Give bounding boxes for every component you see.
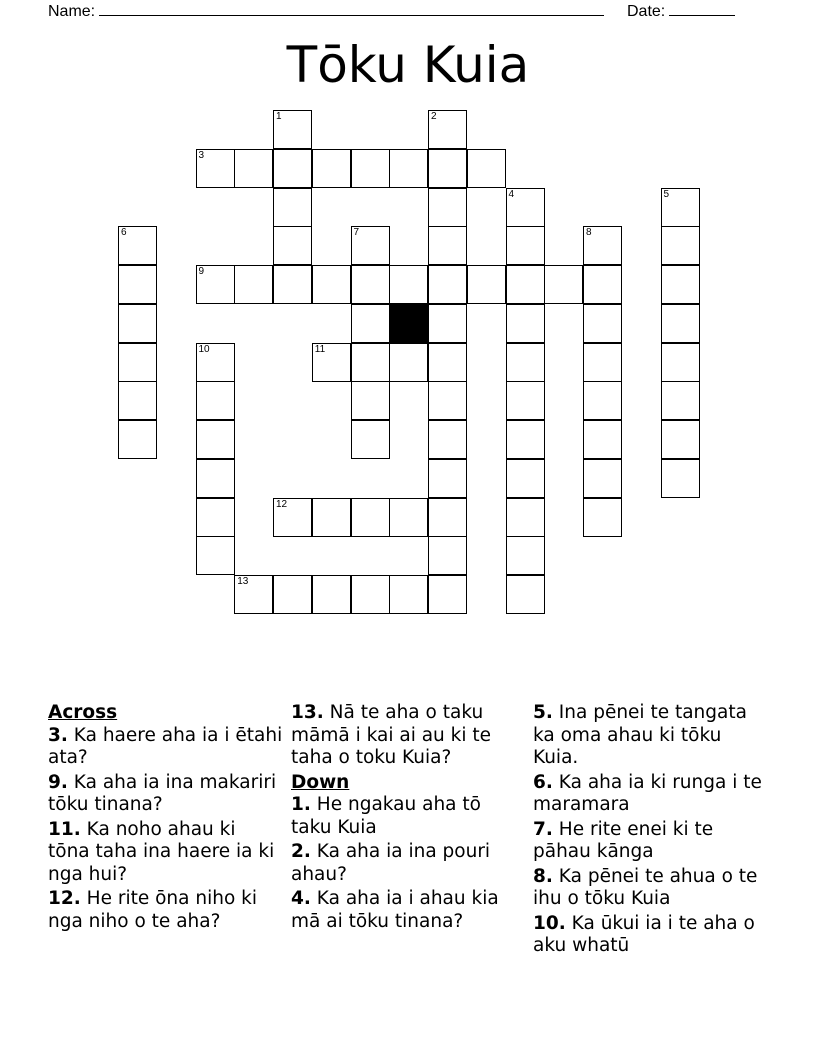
down-clue: 5. Ina pēnei te tangata ka oma ahau ki tōku Kuia. [533,702,747,768]
answer-square[interactable] [273,149,312,188]
answer-square[interactable] [506,304,545,343]
answer-square[interactable] [428,304,467,343]
answer-square[interactable] [351,498,390,537]
answer-square[interactable] [661,226,700,265]
answer-square[interactable] [273,110,312,149]
answer-square[interactable] [196,149,235,188]
clue-number: 9 [198,266,205,277]
answer-square[interactable] [196,343,235,382]
across-clue: 3. Ka haere aha ia i ētahi ata? [48,724,283,768]
answer-square[interactable] [389,498,428,537]
answer-square[interactable] [506,420,545,459]
answer-square[interactable] [118,265,157,304]
clue-number: 11 [314,343,326,355]
answer-square[interactable] [661,343,700,382]
answer-square[interactable] [544,265,583,304]
answer-square[interactable] [118,420,157,459]
down-clue: 10. Ka ūkui ia i te aha o aku whatū [533,912,755,956]
date-field [627,0,735,21]
answer-square[interactable] [389,575,428,614]
answer-square[interactable] [467,265,506,304]
answer-square[interactable] [428,265,467,304]
down-clue: 2. Ka aha ia ina pouri ahau? [291,841,491,885]
answer-square[interactable] [661,381,700,420]
answer-square[interactable] [312,149,351,188]
shaded-square [389,304,428,343]
answer-square[interactable] [467,149,506,188]
answer-square[interactable] [312,343,351,382]
answer-square[interactable] [583,459,622,498]
answer-square[interactable] [583,304,622,343]
puzzle-title: Tōku Kuia [286,36,530,94]
clue-number: 5 [663,188,670,200]
answer-square[interactable] [273,265,312,304]
answer-square[interactable] [389,343,428,382]
down-clue: 8. Ka pēnei te ahua o te ihu o tōku Kuia [533,865,758,909]
clue-number: 10 [198,343,210,355]
answer-square[interactable] [661,304,700,343]
answer-square[interactable] [428,498,467,537]
clue-number: 13 [237,576,249,587]
answer-square[interactable] [351,304,390,343]
answer-square[interactable] [273,188,312,227]
across-clue: 12. He rite ōna niho ki nga niho o te aha? [48,888,258,932]
answer-square[interactable] [428,459,467,498]
answer-square[interactable] [428,226,467,265]
answer-square[interactable] [196,459,235,498]
answer-square[interactable] [234,575,273,614]
answer-square[interactable] [661,188,700,227]
answer-square[interactable] [506,498,545,537]
answer-square[interactable] [351,381,390,420]
answer-square[interactable] [428,110,467,149]
answer-square[interactable] [506,188,545,227]
clue-number: 4 [508,188,515,200]
answer-square[interactable] [661,459,700,498]
answer-square[interactable] [273,226,312,265]
answer-square[interactable] [389,149,428,188]
name-label: Name: [48,3,96,20]
answer-square[interactable] [428,575,467,614]
answer-square[interactable] [506,381,545,420]
clue-number: 8 [586,227,592,239]
across-clue: 11. Ka noho ahau ki tōna taha ina haere ia ki nga hui? [48,818,275,885]
answer-square[interactable] [273,498,312,537]
answer-square[interactable] [312,265,351,304]
answer-square[interactable] [428,381,467,420]
down-clue: 6. Ka aha ia ki runga i te maramara [533,771,762,815]
answer-square[interactable] [506,226,545,265]
answer-square[interactable] [273,575,312,614]
answer-square[interactable] [196,265,235,304]
answer-square[interactable] [428,420,467,459]
down-clue: 1. He ngakau aha tō taku Kuia [291,794,481,838]
across-heading: Across [48,702,118,723]
answer-square[interactable] [196,498,235,537]
answer-square[interactable] [583,265,622,304]
answer-square[interactable] [351,265,390,304]
answer-square[interactable] [196,381,235,420]
date-blank-line[interactable] [669,0,735,16]
down-clue: 7. He rite enei ki te pāhau kānga [533,818,714,862]
name-field [48,0,604,21]
answer-square[interactable] [312,575,351,614]
across-clue: 9. Ka aha ia ina makariri tōku tinana? [48,771,277,815]
clue-number: 1 [276,111,282,122]
answer-square[interactable] [118,226,157,265]
answer-square[interactable] [506,343,545,382]
answer-square[interactable] [428,149,467,188]
answer-square[interactable] [506,536,545,575]
answer-square[interactable] [583,343,622,382]
answer-square[interactable] [118,343,157,382]
answer-square[interactable] [351,420,390,459]
answer-square[interactable] [234,149,273,188]
answer-square[interactable] [583,498,622,537]
answer-square[interactable] [196,536,235,575]
clues-column-1 [48,702,283,935]
answer-square[interactable] [312,498,351,537]
answer-square[interactable] [506,575,545,614]
answer-square[interactable] [583,420,622,459]
answer-square[interactable] [428,536,467,575]
clue-number: 3 [198,149,205,161]
answer-square[interactable] [351,149,390,188]
answer-square[interactable] [118,304,157,343]
answer-square[interactable] [583,226,622,265]
answer-square[interactable] [351,575,390,614]
answer-square[interactable] [118,381,157,420]
clue-number: 6 [121,227,127,239]
answer-square[interactable] [661,420,700,459]
answer-square[interactable] [351,226,390,265]
answer-square[interactable] [389,265,428,304]
answer-square[interactable] [428,188,467,227]
answer-square[interactable] [234,265,273,304]
across-clue: 13. Nā te aha o taku māmā i kai ai au ki te taha o toku Kuia? [291,702,492,768]
clues-column-3 [533,702,768,960]
answer-square[interactable] [428,343,467,382]
date-label: Date: [627,3,666,20]
answer-square[interactable] [583,381,622,420]
clue-number: 2 [431,111,437,122]
answer-square[interactable] [506,265,545,304]
answer-square[interactable] [351,343,390,382]
down-heading: Down [291,771,350,793]
clues-column-2 [291,702,526,935]
answer-square[interactable] [196,420,235,459]
clue-number: 12 [276,498,288,510]
answer-square[interactable] [506,459,545,498]
name-blank-line[interactable] [99,0,604,16]
down-clue: 4. Ka aha ia i ahau kia mā ai tōku tinana? [291,888,499,932]
answer-square[interactable] [661,265,700,304]
clue-number: 7 [353,227,360,239]
